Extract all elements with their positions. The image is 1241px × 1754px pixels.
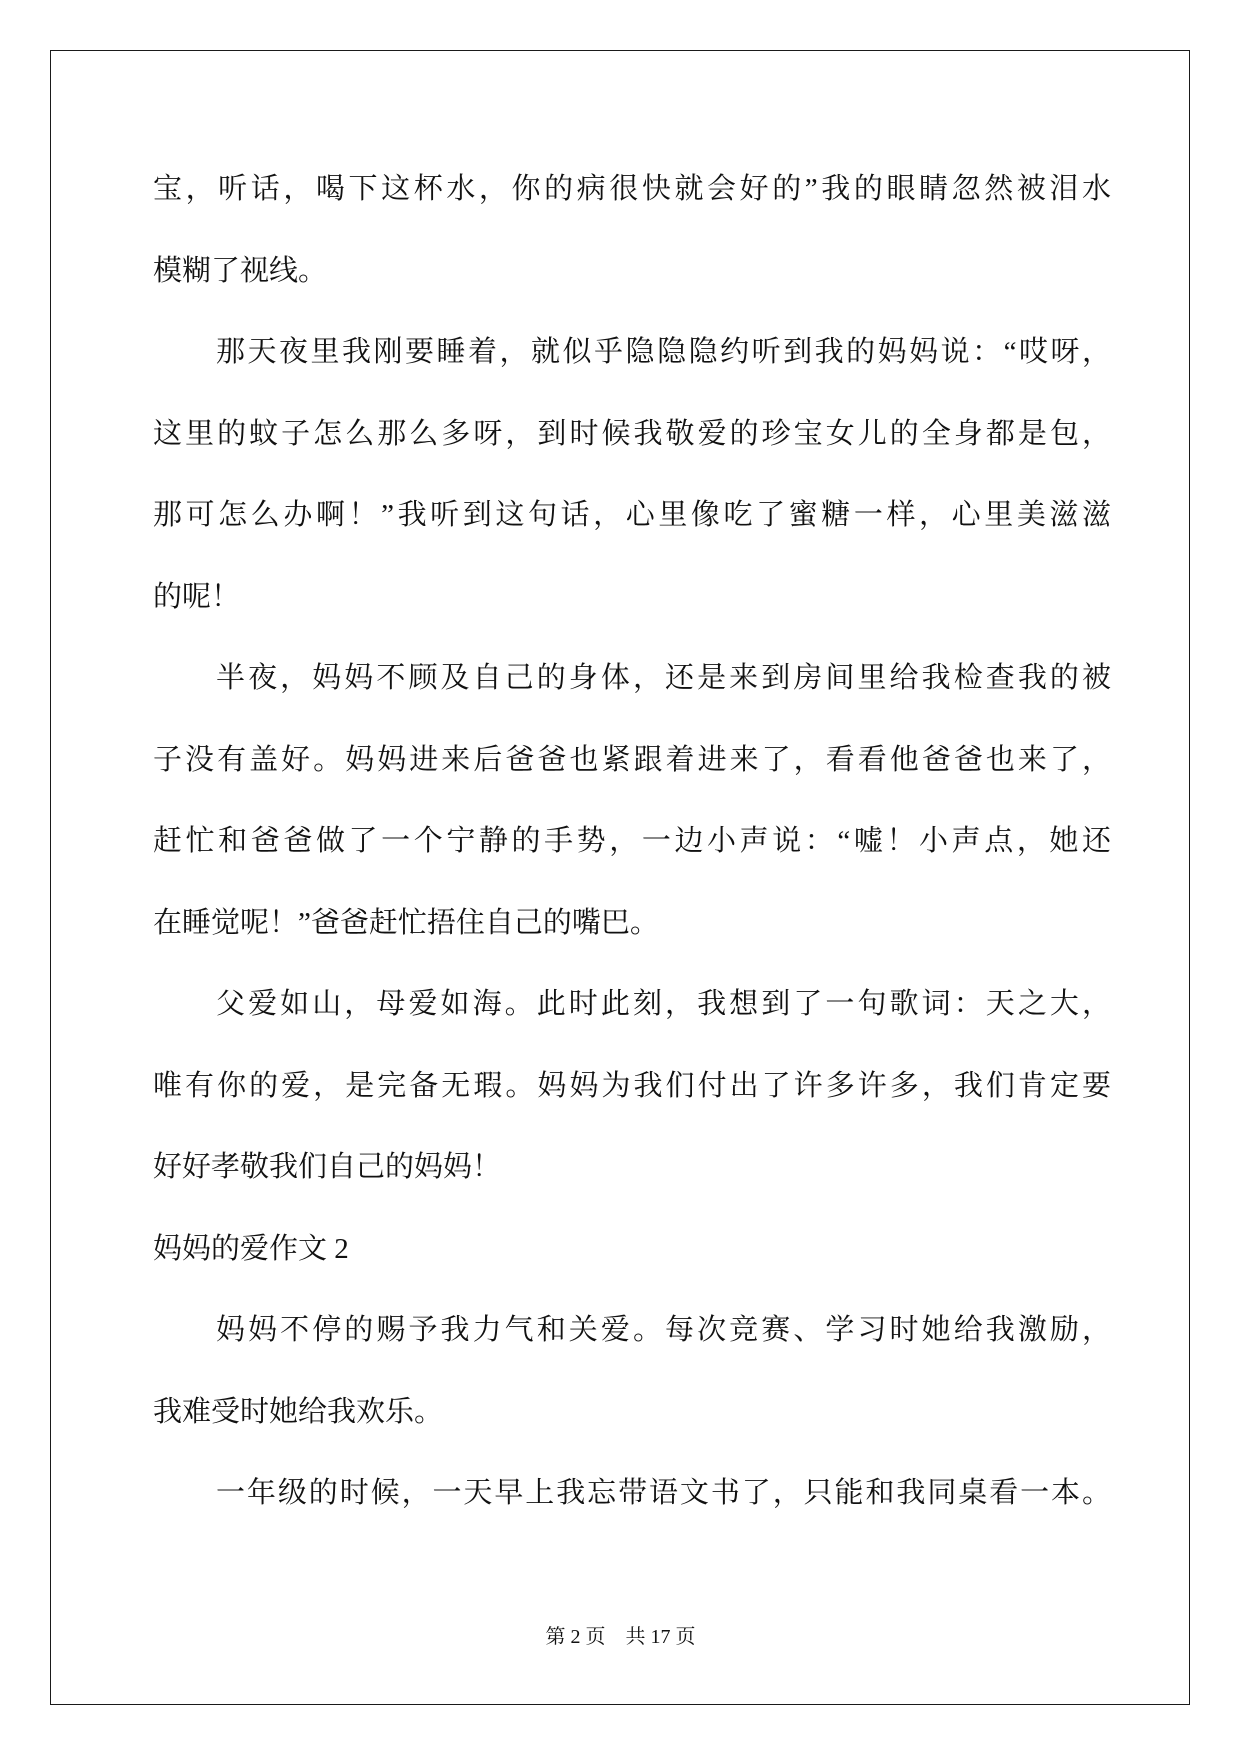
text-line: 的呢！ [153,580,241,613]
text-line: 好好孝敬我们自己的妈妈！ [153,1151,502,1183]
text-line: 一年级的时候，一天早上我忘带语文书了，只能和我同桌看一本。 [216,1477,1111,1509]
text-line: 在睡觉呢！”爸爸赶忙捂住自己的嘴巴。 [153,906,659,939]
text-line: 唯有你的爱，是完备无瑕。妈妈为我们付出了许多许多，我们肯定要 [153,1069,1111,1102]
paragraph [153,964,1111,1209]
text-line: 宝，听话，喝下这杯水，你的病很快就会好的”我的眼睛忽然被泪水 [153,173,1111,205]
text-line: 妈妈不停的赐予我力气和关爱。每次竞赛、学习时她给我激励， [216,1314,1111,1346]
text-line: 那可怎么办啊！”我听到这句话，心里像吃了蜜糖一样，心里美滋滋 [153,499,1111,531]
section-heading: 妈妈的爱作文 2 [153,1232,349,1265]
text-line: 父爱如山，母爱如海。此时此刻，我想到了一句歌词：天之大， [216,988,1111,1020]
footer-page-number: 第 2 页 [545,1626,606,1648]
document-body [153,149,1111,1535]
text-line: 赶忙和爸爸做了一个宁静的手势，一边小声说：“嘘！小声点，她还 [153,825,1111,857]
paragraph [153,312,1111,638]
text-line: 这里的蚊子怎么那么多呀，到时候我敬爱的珍宝女儿的全身都是包， [153,417,1111,450]
text-line: 模糊了视线。 [153,254,328,287]
page-footer [0,1624,1241,1650]
text-line: 那天夜里我刚要睡着，就似乎隐隐隐约听到我的妈妈说：“哎呀， [216,336,1111,368]
paragraph [153,638,1111,964]
text-line: 半夜，妈妈不顾及自己的身体，还是来到房间里给我检查我的被 [216,662,1111,694]
paragraph [153,149,1111,312]
text-line: 我难受时她给我欢乐。 [153,1395,444,1428]
paragraph [153,1290,1111,1453]
footer-total-pages: 共 17 页 [625,1626,696,1648]
paragraph [153,1453,1111,1535]
text-line: 子没有盖好。妈妈进来后爸爸也紧跟着进来了，看看他爸爸也来了， [153,743,1111,776]
